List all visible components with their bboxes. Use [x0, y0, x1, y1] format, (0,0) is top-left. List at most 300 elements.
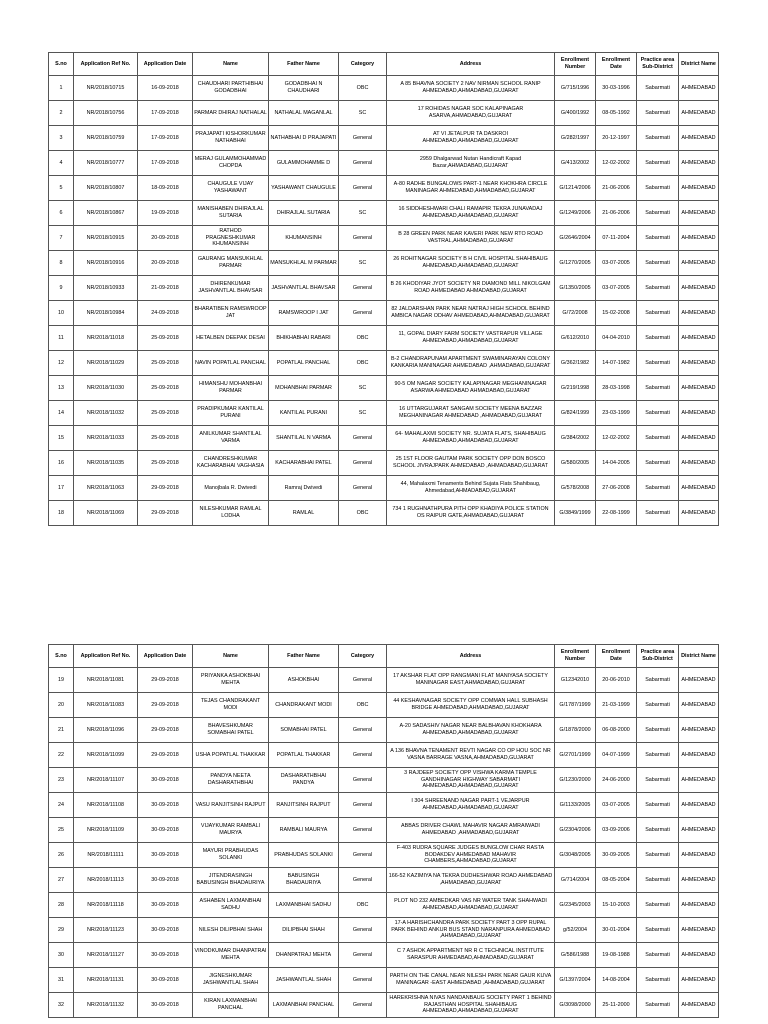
cell-sno: 26 — [49, 843, 74, 868]
cell-father-name: POPATLAL PANCHAL — [269, 351, 339, 376]
cell-district-name: AHMEDABAD — [679, 918, 719, 943]
cell-father-name: SOMABHAI PATEL — [269, 718, 339, 743]
cell-enrollment-date: 30-03-1996 — [596, 76, 637, 101]
cell-name: VINODKUMAR DHANPATRAI MEHTA — [193, 943, 269, 968]
cell-sno: 15 — [49, 426, 74, 451]
cell-address: 11, GOPAL DIARY FARM SOCIETY VASTRAPUR VILLAGE AHMEDABAD,AHMADABAD,GUJARAT — [387, 326, 555, 351]
cell-practice-area: Sabarmati — [637, 401, 679, 426]
cell-application-date: 25-09-2018 — [138, 426, 193, 451]
cell-practice-area: Sabarmati — [637, 126, 679, 151]
cell-enrollment-number: G/1270/2005 — [555, 251, 596, 276]
cell-father-name: BABUSINGH BHADAURIYA — [269, 868, 339, 893]
cell-district-name: AHMEDABAD — [679, 151, 719, 176]
cell-district-name: AHMEDABAD — [679, 376, 719, 401]
cell-application-ref-no: NR/2018/11109 — [74, 818, 138, 843]
cell-name: NILESHKUMAR RAMLAL LODHA — [193, 501, 269, 526]
cell-category: OBC — [339, 351, 387, 376]
cell-enrollment-number: G/715/1996 — [555, 76, 596, 101]
cell-father-name: JASHWANTLAL SHAH — [269, 968, 339, 993]
cell-enrollment-number: G/3048/2005 — [555, 843, 596, 868]
cell-father-name: PRABHUDAS SOLANKI — [269, 843, 339, 868]
cell-name: PARMAR DHIRAJ NATHALAL — [193, 101, 269, 126]
cell-enrollment-number: G/578/2008 — [555, 476, 596, 501]
cell-application-date: 30-09-2018 — [138, 918, 193, 943]
table-row — [49, 718, 719, 743]
cell-category: General — [339, 943, 387, 968]
cell-application-ref-no: NR/2018/10915 — [74, 226, 138, 251]
cell-enrollment-number: G/2345/2003 — [555, 893, 596, 918]
cell-district-name: AHMEDABAD — [679, 693, 719, 718]
cell-district-name: AHMEDABAD — [679, 793, 719, 818]
cell-sno: 29 — [49, 918, 74, 943]
cell-address: A 85 BHAVNA SOCIETY 2 NAV NIRMAN SCHOOL RANIP AHMEDABAD,AHMADABAD,GUJARAT — [387, 76, 555, 101]
cell-category: General — [339, 151, 387, 176]
header-district-name: District Name — [679, 53, 719, 76]
cell-sno: 7 — [49, 226, 74, 251]
cell-enrollment-number: G/219/1998 — [555, 376, 596, 401]
cell-enrollment-date: 03-09-2006 — [596, 818, 637, 843]
cell-name: DHIRENKUMAR JASHVANTLAL BHAVSAR — [193, 276, 269, 301]
cell-practice-area: Sabarmati — [637, 893, 679, 918]
cell-enrollment-number: G/362/1982 — [555, 351, 596, 376]
cell-application-ref-no: NR/2018/11123 — [74, 918, 138, 943]
header-application-ref-no: Application Ref No. — [74, 53, 138, 76]
cell-sno: 1 — [49, 76, 74, 101]
cell-application-date: 30-09-2018 — [138, 993, 193, 1018]
cell-name: CHANDRESHKUMAR KACHARABHAI VAGHASIA — [193, 451, 269, 476]
cell-name: PRADIPKUMAR KANTILAL PURANI — [193, 401, 269, 426]
cell-enrollment-date: 23-03-1999 — [596, 401, 637, 426]
cell-category: General — [339, 868, 387, 893]
cell-category: General — [339, 451, 387, 476]
cell-application-ref-no: NR/2018/10715 — [74, 76, 138, 101]
header-address: Address — [387, 53, 555, 76]
table-row — [49, 401, 719, 426]
cell-father-name: NATHALAL MAGANLAL — [269, 101, 339, 126]
cell-district-name: AHMEDABAD — [679, 993, 719, 1018]
cell-district-name: AHMEDABAD — [679, 843, 719, 868]
cell-application-date: 25-09-2018 — [138, 451, 193, 476]
cell-enrollment-date: 06-08-2000 — [596, 718, 637, 743]
cell-enrollment-number: G/3849/1999 — [555, 501, 596, 526]
cell-address: 26 ROHITNAGAR SOCIETY B H CIVIL HOSPITAL SHAHIBAUG AHMEDABAD,AHMADABAD,GUJARAT — [387, 251, 555, 276]
cell-father-name: MOHANBHAI PARMAR — [269, 376, 339, 401]
table-row — [49, 768, 719, 793]
cell-category: SC — [339, 251, 387, 276]
cell-application-ref-no: NR/2018/11099 — [74, 743, 138, 768]
cell-enrollment-number: G/72/2008 — [555, 301, 596, 326]
cell-enrollment-date: 08-05-1992 — [596, 101, 637, 126]
cell-father-name: POPATLAL THAKKAR — [269, 743, 339, 768]
cell-practice-area: Sabarmati — [637, 226, 679, 251]
cell-father-name: GULAMMOHAMME D — [269, 151, 339, 176]
cell-application-date: 30-09-2018 — [138, 868, 193, 893]
cell-application-date: 30-09-2018 — [138, 843, 193, 868]
cell-practice-area: Sabarmati — [637, 768, 679, 793]
cell-address: A-20 SADASHIV NAGAR NEAR BALBHAVAN KHOKHARA AHMEDABAD,AHMADABAD,GUJARAT — [387, 718, 555, 743]
cell-enrollment-number: G/2304/2006 — [555, 818, 596, 843]
cell-district-name: AHMEDABAD — [679, 943, 719, 968]
cell-name: CHAUGULE VIJAY YASHAWANT — [193, 176, 269, 201]
cell-enrollment-number: G/1214/2006 — [555, 176, 596, 201]
cell-enrollment-number: G/580/2005 — [555, 451, 596, 476]
cell-category: General — [339, 226, 387, 251]
cell-category: General — [339, 176, 387, 201]
cell-application-date: 29-09-2018 — [138, 718, 193, 743]
cell-practice-area: Sabarmati — [637, 868, 679, 893]
cell-enrollment-number: G/400/1992 — [555, 101, 596, 126]
cell-application-date: 18-09-2018 — [138, 176, 193, 201]
cell-category: OBC — [339, 893, 387, 918]
cell-enrollment-number: G/413/2002 — [555, 151, 596, 176]
cell-address: B 26 KHODIYAR JYOT SOCIETY NR DIAMOND MILL NIKOLGAM ROAD AHMEDABAD AHMADABAD,GUJARAT — [387, 276, 555, 301]
table-row — [49, 918, 719, 943]
cell-enrollment-date: 12-02-2002 — [596, 151, 637, 176]
cell-practice-area: Sabarmati — [637, 818, 679, 843]
cell-application-date: 19-09-2018 — [138, 201, 193, 226]
header-enrollment-number: Enrollment Number — [555, 53, 596, 76]
cell-father-name: LAXMANBHAI PANCHAL — [269, 993, 339, 1018]
table-header-row — [49, 645, 719, 668]
table-row — [49, 251, 719, 276]
table-row — [49, 351, 719, 376]
header-category: Category — [339, 53, 387, 76]
header-district-name: District Name — [679, 645, 719, 668]
cell-category: OBC — [339, 76, 387, 101]
cell-sno: 24 — [49, 793, 74, 818]
cell-father-name: RAMLAL — [269, 501, 339, 526]
cell-enrollment-number: G/824/1999 — [555, 401, 596, 426]
cell-address: A 136 BHAVNA TENAMENT REVTI NAGAR CO OP HOU SOC NR VASNA BARRAGE VASNA,AHMADABAD,GUJARAT — [387, 743, 555, 768]
cell-district-name: AHMEDABAD — [679, 301, 719, 326]
cell-address: 44, Mahalaxmi Tenaments Behind Sujata Flats Shahibaug, Ahmedabad,AHMADABAD,GUJARAT — [387, 476, 555, 501]
cell-application-ref-no: NR/2018/10933 — [74, 276, 138, 301]
cell-practice-area: Sabarmati — [637, 426, 679, 451]
cell-application-date: 17-09-2018 — [138, 101, 193, 126]
cell-category: General — [339, 793, 387, 818]
table-row — [49, 276, 719, 301]
cell-enrollment-date: 24-06-2000 — [596, 768, 637, 793]
cell-father-name: SHANTILAL N VARMA — [269, 426, 339, 451]
registration-table-2 — [48, 644, 719, 1018]
cell-application-date: 30-09-2018 — [138, 893, 193, 918]
table-row — [49, 126, 719, 151]
cell-district-name: AHMEDABAD — [679, 401, 719, 426]
cell-practice-area: Sabarmati — [637, 351, 679, 376]
cell-practice-area: Sabarmati — [637, 251, 679, 276]
cell-practice-area: Sabarmati — [637, 376, 679, 401]
cell-address: C 7 ASHOK APPARTMENT NR R C TECHNICAL INSTITUTE SARASPUR AHMEDABAD,AHMADABAD,GUJARAT — [387, 943, 555, 968]
cell-address: A-80 RADHE BUNGALOWS PART-1 NEAR KHOKHRA CIRCLE MANINAGAR AHMEDABAD,AHMADABAD,GUJARAT — [387, 176, 555, 201]
cell-enrollment-date: 04-04-2010 — [596, 326, 637, 351]
cell-category: SC — [339, 401, 387, 426]
cell-application-date: 25-09-2018 — [138, 351, 193, 376]
cell-category: General — [339, 476, 387, 501]
cell-father-name: RAMSWROOP I JAT — [269, 301, 339, 326]
cell-father-name: Ramraj Dwivedi — [269, 476, 339, 501]
cell-practice-area: Sabarmati — [637, 668, 679, 693]
cell-enrollment-number: G/1397/2004 — [555, 968, 596, 993]
cell-sno: 25 — [49, 818, 74, 843]
cell-enrollment-number: G/714/2004 — [555, 868, 596, 893]
cell-district-name: AHMEDABAD — [679, 101, 719, 126]
cell-district-name: AHMEDABAD — [679, 451, 719, 476]
cell-enrollment-number: G/612/2010 — [555, 326, 596, 351]
cell-address: I 304 SHREENAND NAGAR PART-1 VEJARPUR AHMEDABAD,AHMADABAD,GUJARAT — [387, 793, 555, 818]
cell-application-date: 20-09-2018 — [138, 226, 193, 251]
cell-category: General — [339, 276, 387, 301]
cell-enrollment-number: G/1878/2000 — [555, 718, 596, 743]
cell-category: General — [339, 993, 387, 1018]
cell-father-name: ASHOKBHAI — [269, 668, 339, 693]
cell-father-name: GODADBHAI N CHAUDHARI — [269, 76, 339, 101]
cell-enrollment-date: 20-12-1997 — [596, 126, 637, 151]
cell-name: VIJAYKUMAR RAMBALI MAURYA — [193, 818, 269, 843]
cell-application-date: 30-09-2018 — [138, 818, 193, 843]
cell-enrollment-date: 03-07-2005 — [596, 276, 637, 301]
cell-enrollment-number: G/2701/1999 — [555, 743, 596, 768]
cell-application-date: 29-09-2018 — [138, 476, 193, 501]
table-body — [49, 668, 719, 1018]
table-row — [49, 376, 719, 401]
header-sno: S.no — [49, 645, 74, 668]
table-row — [49, 101, 719, 126]
cell-address: 64- MAHALAXMI SOCIETY NR. SUJATA FLATS, SHAHIBAUG AHMEDABAD,AHMADABAD,GUJARAT — [387, 426, 555, 451]
cell-name: NILESH DILIPBHAI SHAH — [193, 918, 269, 943]
cell-name: PANDYA NEETA DASHARATHBHAI — [193, 768, 269, 793]
cell-enrollment-number: G/1787/1999 — [555, 693, 596, 718]
table-row — [49, 76, 719, 101]
cell-district-name: AHMEDABAD — [679, 768, 719, 793]
cell-sno: 20 — [49, 693, 74, 718]
cell-practice-area: Sabarmati — [637, 276, 679, 301]
table-row — [49, 943, 719, 968]
cell-sno: 16 — [49, 451, 74, 476]
cell-practice-area: Sabarmati — [637, 693, 679, 718]
cell-name: USHA POPATLAL THAKKAR — [193, 743, 269, 768]
cell-practice-area: Sabarmati — [637, 301, 679, 326]
cell-enrollment-number: G/282/1997 — [555, 126, 596, 151]
cell-practice-area: Sabarmati — [637, 968, 679, 993]
cell-name: Manojbala R. Dwivedi — [193, 476, 269, 501]
cell-application-date: 30-09-2018 — [138, 793, 193, 818]
header-name: Name — [193, 645, 269, 668]
cell-application-ref-no: NR/2018/11113 — [74, 868, 138, 893]
cell-address: 2959 Dhalgarwad Nutan Handicraft Kapad Bazar,AHMADABAD,GUJARAT — [387, 151, 555, 176]
cell-name: BHARATIBEN RAMSWROOP JAT — [193, 301, 269, 326]
cell-sno: 14 — [49, 401, 74, 426]
cell-name: MERAJ GULAMMOHAMMAD CHOPDA — [193, 151, 269, 176]
cell-sno: 3 — [49, 126, 74, 151]
cell-district-name: AHMEDABAD — [679, 893, 719, 918]
cell-district-name: AHMEDABAD — [679, 743, 719, 768]
cell-practice-area: Sabarmati — [637, 151, 679, 176]
cell-practice-area: Sabarmati — [637, 326, 679, 351]
header-practice-area: Practice area Sub-District — [637, 645, 679, 668]
cell-address: 16 UTTARGUJARAT SANGAM SOCIETY MEENA BAZZAR MEGHANINAGAR AHMEDABAD ,AHMADABAD,GUJARAT — [387, 401, 555, 426]
cell-address: ABBAS DRIVER CHAWL MAHAVIR NAGAR AMRAIWADI AHMEDABAD ,AHMADABAD,GUJARAT — [387, 818, 555, 843]
cell-address: AT VI JETALPUR TA DASKROI AHMEDABAD,AHMADABAD,GUJARAT — [387, 126, 555, 151]
cell-application-ref-no: NR/2018/10777 — [74, 151, 138, 176]
table-row — [49, 868, 719, 893]
cell-application-ref-no: NR/2018/10867 — [74, 201, 138, 226]
cell-sno: 30 — [49, 943, 74, 968]
cell-sno: 12 — [49, 351, 74, 376]
cell-enrollment-date: 22-08-1999 — [596, 501, 637, 526]
cell-application-ref-no: NR/2018/11032 — [74, 401, 138, 426]
header-name: Name — [193, 53, 269, 76]
cell-enrollment-date: 03-07-2005 — [596, 251, 637, 276]
cell-district-name: AHMEDABAD — [679, 176, 719, 201]
cell-enrollment-number: G/3098/2000 — [555, 993, 596, 1018]
cell-name: CHAUDHARI PARTHIBHAI GODADBHAI — [193, 76, 269, 101]
cell-district-name: AHMEDABAD — [679, 476, 719, 501]
cell-enrollment-date: 20-06-2010 — [596, 668, 637, 693]
table-row — [49, 818, 719, 843]
cell-application-ref-no: NR/2018/11029 — [74, 351, 138, 376]
cell-father-name: KACHARABHAI PATEL — [269, 451, 339, 476]
cell-enrollment-date: 25-11-2000 — [596, 993, 637, 1018]
cell-application-ref-no: NR/2018/11063 — [74, 476, 138, 501]
cell-sno: 11 — [49, 326, 74, 351]
cell-address: 734 1 RUGHNATHPURA PITH OPP KHADIYA POLICE STATION OS RAIPUR GATE,AHMADABAD,GUJARAT — [387, 501, 555, 526]
cell-practice-area: Sabarmati — [637, 201, 679, 226]
table-row — [49, 693, 719, 718]
cell-enrollment-number: G/1230/2000 — [555, 768, 596, 793]
cell-enrollment-date: 19-08-1988 — [596, 943, 637, 968]
table-row — [49, 301, 719, 326]
cell-father-name: BHIKHABHAI RABARI — [269, 326, 339, 351]
cell-sno: 10 — [49, 301, 74, 326]
cell-enrollment-date: 21-03-1999 — [596, 693, 637, 718]
cell-father-name: RAMBALI MAURYA — [269, 818, 339, 843]
cell-enrollment-date: 15-10-2003 — [596, 893, 637, 918]
table-row — [49, 326, 719, 351]
cell-application-date: 25-09-2018 — [138, 376, 193, 401]
cell-address: 17-A HARISHCHANDRA PARK SOCIETY PART 3 OPP RUPAL PARK BEHIND ANKUR BUS STAND NARANPURA AHMEDABAD ,AHMADABAD,GUJARAT — [387, 918, 555, 943]
cell-application-date: 25-09-2018 — [138, 401, 193, 426]
cell-name: PRAJAPATI KISHORKUMAR NATHABHAI — [193, 126, 269, 151]
header-address: Address — [387, 645, 555, 668]
cell-father-name: DILIPBHAI SHAH — [269, 918, 339, 943]
cell-practice-area: Sabarmati — [637, 176, 679, 201]
table-body — [49, 76, 719, 526]
cell-practice-area: Sabarmati — [637, 501, 679, 526]
table-row — [49, 451, 719, 476]
header-application-ref-no: Application Ref No. — [74, 645, 138, 668]
cell-application-ref-no: NR/2018/11081 — [74, 668, 138, 693]
cell-sno: 31 — [49, 968, 74, 993]
table-row — [49, 151, 719, 176]
cell-category: General — [339, 718, 387, 743]
table-row — [49, 993, 719, 1018]
cell-category: SC — [339, 201, 387, 226]
cell-father-name: LAXMANBHAI SADHU — [269, 893, 339, 918]
cell-application-ref-no: NR/2018/11030 — [74, 376, 138, 401]
cell-father-name: KHUMANSINH — [269, 226, 339, 251]
cell-name: RATHOD PRAGNESHKUMAR KHUMANSINH — [193, 226, 269, 251]
table-row — [49, 226, 719, 251]
cell-enrollment-date: 15-02-2008 — [596, 301, 637, 326]
header-practice-area: Practice area Sub-District — [637, 53, 679, 76]
cell-category: General — [339, 668, 387, 693]
cell-address: PARTH ON THE CANAL NEAR NILESH PARK NEAR GAUR KUVA MANINAGAR -EAST AHMEDABAD ,AHMADABAD,GUJARAT — [387, 968, 555, 993]
cell-father-name: CHANDRAKANT MODI — [269, 693, 339, 718]
header-application-date: Application Date — [138, 645, 193, 668]
cell-sno: 23 — [49, 768, 74, 793]
cell-sno: 18 — [49, 501, 74, 526]
cell-district-name: AHMEDABAD — [679, 818, 719, 843]
cell-district-name: AHMEDABAD — [679, 351, 719, 376]
cell-practice-area: Sabarmati — [637, 451, 679, 476]
cell-enrollment-date: 27-06-2008 — [596, 476, 637, 501]
cell-application-ref-no: NR/2018/10916 — [74, 251, 138, 276]
cell-application-ref-no: NR/2018/10984 — [74, 301, 138, 326]
cell-enrollment-date: 28-03-1998 — [596, 376, 637, 401]
cell-father-name: MANSUKHLAL M PARMAR — [269, 251, 339, 276]
cell-district-name: AHMEDABAD — [679, 126, 719, 151]
registration-table-1 — [48, 52, 719, 526]
cell-category: OBC — [339, 326, 387, 351]
cell-sno: 27 — [49, 868, 74, 893]
cell-father-name: DHIRAJLAL SUTARIA — [269, 201, 339, 226]
cell-practice-area: Sabarmati — [637, 718, 679, 743]
cell-district-name: AHMEDABAD — [679, 226, 719, 251]
cell-district-name: AHMEDABAD — [679, 426, 719, 451]
cell-enrollment-number: g/52/2004 — [555, 918, 596, 943]
cell-enrollment-date: 30-09-2005 — [596, 843, 637, 868]
cell-name: JIGNESHKUMAR JASHWANTLAL SHAH — [193, 968, 269, 993]
cell-father-name: NATHABHAI D PRAJAPATI — [269, 126, 339, 151]
cell-application-ref-no: NR/2018/11118 — [74, 893, 138, 918]
cell-name: ANILKUMAR SHANTILAL VARMA — [193, 426, 269, 451]
table-row — [49, 668, 719, 693]
cell-practice-area: Sabarmati — [637, 993, 679, 1018]
cell-enrollment-date: 07-11-2004 — [596, 226, 637, 251]
cell-application-date: 21-09-2018 — [138, 276, 193, 301]
cell-name: KIRAN LAXMANBHAI PANCHAL — [193, 993, 269, 1018]
cell-name: VASU RANJITSINH RAJPUT — [193, 793, 269, 818]
cell-enrollment-number: G12342010 — [555, 668, 596, 693]
cell-category: General — [339, 426, 387, 451]
cell-name: HIMANSHU MOHANBHAI PARMAR — [193, 376, 269, 401]
cell-sno: 2 — [49, 101, 74, 126]
cell-practice-area: Sabarmati — [637, 943, 679, 968]
cell-father-name: JASHVANTLAL BHAVSAR — [269, 276, 339, 301]
table-row — [49, 476, 719, 501]
cell-district-name: AHMEDABAD — [679, 501, 719, 526]
cell-category: General — [339, 968, 387, 993]
cell-application-ref-no: NR/2018/11069 — [74, 501, 138, 526]
cell-enrollment-date: 30-01-2004 — [596, 918, 637, 943]
table-row — [49, 743, 719, 768]
cell-application-date: 17-09-2018 — [138, 151, 193, 176]
cell-application-date: 29-09-2018 — [138, 693, 193, 718]
cell-enrollment-date: 04-07-1999 — [596, 743, 637, 768]
cell-address: F-403 RUDRA SQUARE JUDGES BUNGLOW CHAR RASTA BODAKDEV AHMEDABAD MAHAVIR CHAMBERS,AHMADABAD,GUJARAT — [387, 843, 555, 868]
cell-father-name: DHANPATRAJ MEHTA — [269, 943, 339, 968]
cell-enrollment-date: 08-05-2004 — [596, 868, 637, 893]
cell-enrollment-number: G/2646/2004 — [555, 226, 596, 251]
cell-application-date: 30-09-2018 — [138, 943, 193, 968]
cell-application-date: 24-09-2018 — [138, 301, 193, 326]
cell-district-name: AHMEDABAD — [679, 718, 719, 743]
cell-enrollment-date: 21-06-2006 — [596, 201, 637, 226]
header-father-name: Father Name — [269, 53, 339, 76]
table-row — [49, 793, 719, 818]
cell-enrollment-date: 14-07-1982 — [596, 351, 637, 376]
cell-enrollment-date: 12-02-2002 — [596, 426, 637, 451]
